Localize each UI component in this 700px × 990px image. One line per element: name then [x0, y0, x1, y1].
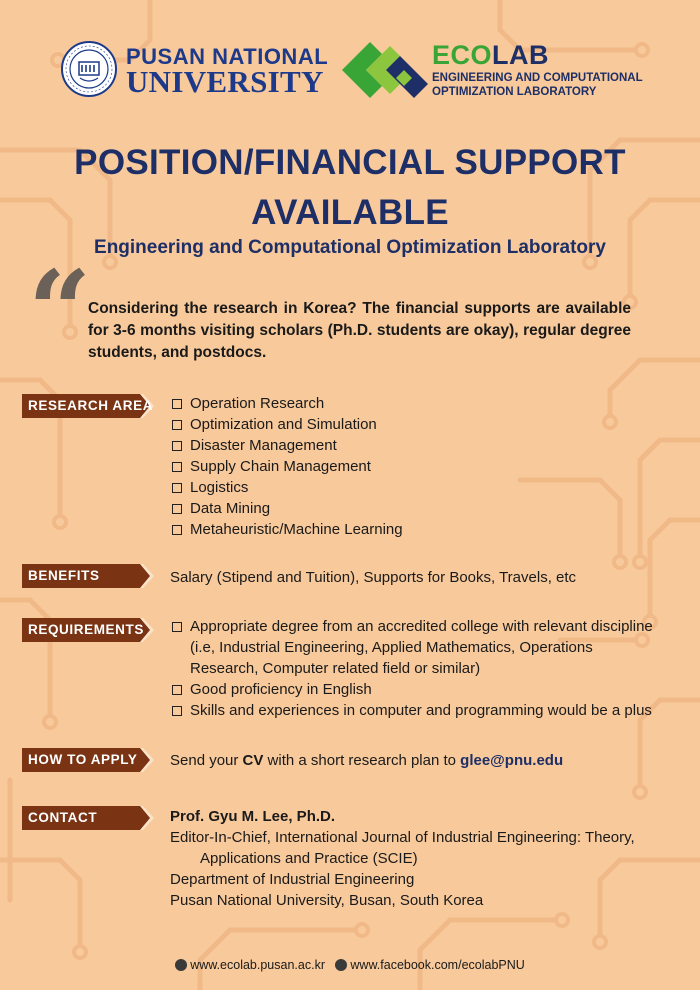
how-to-apply-text [170, 750, 563, 771]
list-item [170, 414, 403, 435]
list-item [170, 519, 403, 540]
contact-line3: Department of Industrial Engineering [170, 871, 415, 888]
list-item-text: Optimization and Simulation [190, 416, 377, 433]
list-item-text: Logistics [190, 479, 249, 496]
research-area-tag [22, 394, 155, 418]
list-item-text: Good proficiency in English [190, 681, 372, 698]
list-item [170, 616, 660, 679]
university-name-line2: UNIVERSITY [126, 64, 324, 99]
contact-line4: Pusan National University, Busan, South Korea [170, 892, 484, 909]
how-to-apply-label: HOW TO APPLY [28, 752, 138, 767]
list-item-text: Metaheuristic/Machine Learning [190, 521, 403, 538]
list-item [170, 393, 403, 414]
list-item [170, 679, 660, 700]
list-item [170, 477, 403, 498]
how-to-apply-tag [22, 748, 155, 772]
headline-subtitle: Engineering and Computational Optimization Laboratory [94, 237, 606, 258]
apply-email-link[interactable]: glee@pnu.edu [460, 752, 564, 769]
list-item-text: Data Mining [190, 500, 271, 517]
contact-line2: Applications and Practice (SCIE) [200, 850, 418, 867]
checkbox-bullet-icon [172, 504, 182, 514]
list-item-text: Appropriate degree from an accredited college with relevant discipline (i.e, Industrial Engineering, Applied Mathematics, Operations Research, Computer related field or similar) [190, 618, 653, 677]
contact-tag [22, 806, 155, 830]
contact-label: CONTACT [28, 810, 98, 825]
list-item [170, 456, 403, 477]
checkbox-bullet-icon [172, 622, 182, 632]
requirements-label: REQUIREMENTS [28, 622, 144, 637]
list-item-text: Disaster Management [190, 437, 337, 454]
apply-cv: CV [242, 752, 264, 769]
ecolab-wordmark [432, 40, 549, 71]
checkbox-bullet-icon [172, 420, 182, 430]
university-name-line1: PUSAN NATIONAL [126, 44, 329, 69]
benefits-text: Salary (Stipend and Tuition), Supports for Books, Travels, etc [170, 569, 577, 586]
checkbox-bullet-icon [172, 525, 182, 535]
benefits-label: BENEFITS [28, 568, 100, 583]
ecolab-logo-mark [340, 38, 430, 100]
list-item [170, 498, 403, 519]
apply-text-before: Send your [170, 752, 243, 769]
checkbox-bullet-icon [172, 462, 182, 472]
list-item-text: Skills and experiences in computer and programming would be a plus [190, 702, 652, 719]
requirements-tag [22, 618, 155, 642]
footer [0, 958, 700, 972]
facebook-icon [335, 959, 347, 971]
lab-full-name-line2: OPTIMIZATION LABORATORY [432, 86, 597, 98]
list-item-text: Operation Research [190, 395, 325, 412]
headline-line1: POSITION/FINANCIAL SUPPORT [74, 143, 626, 182]
research-area-label: RESEARCH AREA [28, 398, 154, 413]
pnu-seal-logo [60, 40, 118, 98]
checkbox-bullet-icon [172, 685, 182, 695]
ecolab-lab: LAB [492, 40, 550, 70]
intro-paragraph: Considering the research in Korea? The financial supports are available for 3-6 months visiting scholars (Ph.D. students are okay), regular degree students, and postdocs. [88, 300, 631, 361]
facebook-link[interactable]: www.facebook.com/ecolabPNU [350, 958, 525, 972]
lab-full-name-line1: ENGINEERING AND COMPUTATIONAL [432, 72, 643, 84]
apply-text-after: with a short research plan to [263, 752, 461, 769]
checkbox-bullet-icon [172, 441, 182, 451]
research-area-list [170, 393, 403, 540]
headline-line2: AVAILABLE [251, 193, 449, 232]
quote-mark-icon: “ [28, 246, 92, 375]
ecolab-eco: ECO [432, 40, 493, 70]
list-item-text: Supply Chain Management [190, 458, 371, 475]
list-item [170, 700, 660, 721]
contact-name: Prof. Gyu M. Lee, Ph.D. [170, 808, 336, 825]
globe-icon [175, 959, 187, 971]
requirements-list [170, 616, 660, 721]
list-item [170, 435, 403, 456]
benefits-tag [22, 564, 155, 588]
checkbox-bullet-icon [172, 483, 182, 493]
checkbox-bullet-icon [172, 399, 182, 409]
website-link[interactable]: www.ecolab.pusan.ac.kr [190, 958, 325, 972]
contact-line1: Editor-In-Chief, International Journal of Industrial Engineering: Theory, [170, 829, 635, 846]
checkbox-bullet-icon [172, 706, 182, 716]
